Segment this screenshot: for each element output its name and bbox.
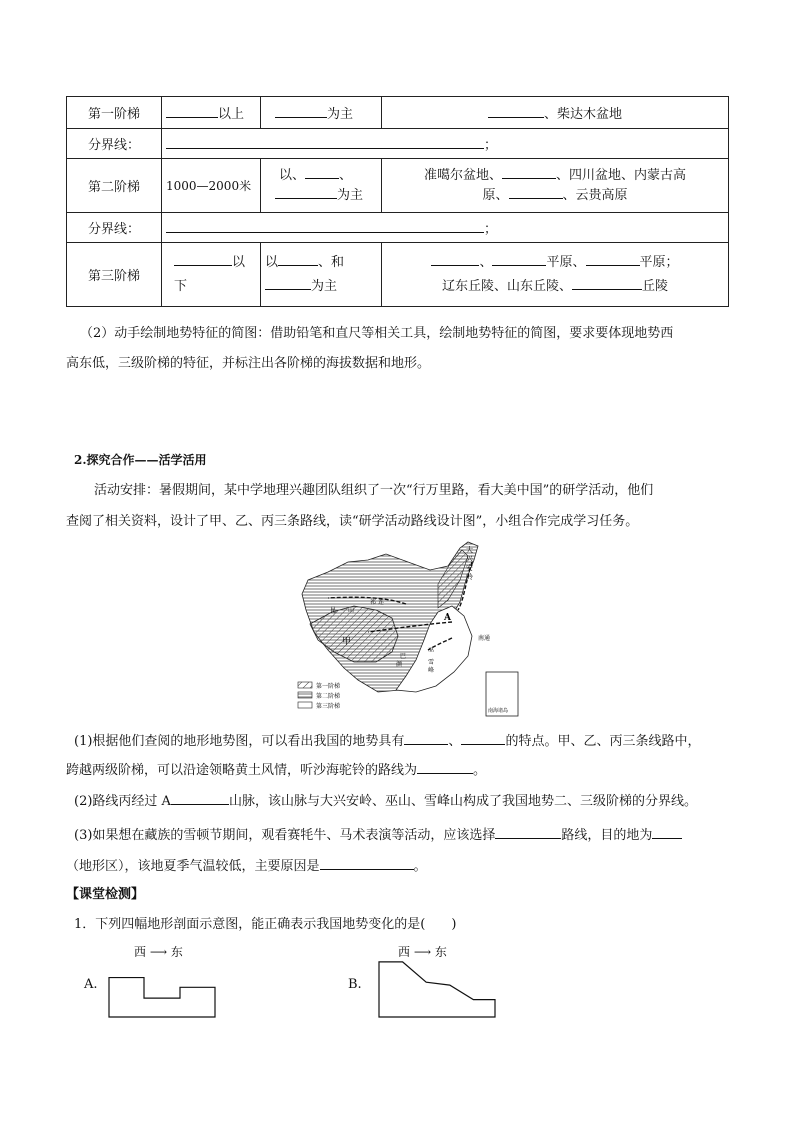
answer-blank[interactable]: [461, 732, 505, 745]
question1-line2: [66, 761, 486, 781]
map-label: 巴: [400, 653, 407, 660]
option-a-label[interactable]: A.: [84, 977, 98, 992]
question3-line1: [74, 826, 682, 846]
q-text: 。: [413, 859, 427, 874]
option-a-direction: [134, 942, 183, 962]
map-label: 雪: [428, 659, 435, 666]
table-row: [67, 213, 729, 243]
step3-altitude-cell: [162, 243, 261, 307]
cell-text: 以: [232, 254, 246, 270]
answer-blank[interactable]: [404, 732, 448, 745]
legend-label: 第一阶梯: [316, 683, 341, 690]
boundary-label: 分界线：: [67, 213, 162, 243]
q-text: 的特点。甲、乙、丙三条线路中，: [505, 734, 701, 749]
answer-blank[interactable]: [174, 253, 232, 266]
answer-blank[interactable]: [275, 105, 327, 118]
table-row: [67, 129, 729, 159]
cell-text: 、柴达木盆地: [543, 107, 622, 122]
map-label-A: A: [444, 613, 451, 623]
cell-text: 、云贵高原: [562, 187, 628, 203]
cell-text: 原、: [482, 187, 509, 203]
step2-altitude: 1000—2000米: [162, 159, 261, 213]
cell-text: ；: [484, 138, 498, 153]
map-label: 昆: [330, 607, 337, 614]
answer-blank[interactable]: [265, 277, 311, 290]
profile-line: [109, 978, 215, 1017]
activity-line2: 查阅了相关资料，设计了甲、乙、丙三条路线，读“研学活动路线设计图”，小组合作完成学习任务。: [66, 514, 639, 529]
route-map-figure: [288, 540, 526, 720]
answer-blank[interactable]: [166, 105, 218, 118]
cell-text: 下: [174, 278, 188, 294]
q-text: 山脉，该山脉与大兴安岭、巫山、雪峰山构成了我国地势二、三级阶梯的分界线。: [228, 794, 697, 809]
answer-blank[interactable]: [572, 277, 642, 290]
cell-text: 为主: [337, 187, 364, 203]
step2-landform-cell: [261, 159, 382, 213]
q-text: (3)如果想在藏族的雪顿节期间，观看赛牦牛、马术表演等活动，应该选择: [74, 828, 496, 843]
map-label: 山: [348, 607, 355, 614]
cell-text: 为主: [311, 278, 338, 294]
cell-text: 、: [479, 254, 493, 270]
map-label: 连: [378, 599, 385, 606]
boundary-cell: [162, 213, 729, 243]
answer-blank[interactable]: [495, 826, 561, 839]
west-label: 西: [398, 945, 411, 959]
cell-text: 平原、: [546, 254, 586, 270]
q-text: 跨越两级阶梯，可以沿途领略黄土风情，听沙海驼铃的路线为: [66, 763, 418, 778]
option-a-profile: [108, 962, 216, 1018]
cell-text: 为主: [327, 107, 354, 122]
q-text: 路线，目的地为: [561, 828, 653, 843]
answer-blank[interactable]: [417, 761, 473, 774]
cell-text: 以上: [218, 107, 245, 122]
answer-blank[interactable]: [652, 826, 682, 839]
map-label-jia: 甲: [342, 637, 352, 647]
task2-line2: 高东低，三级阶梯的特征，并标注出各阶梯的海拔数据和地形。: [66, 356, 431, 371]
step3-regions-cell: [382, 243, 729, 307]
answer-blank[interactable]: [502, 166, 556, 179]
answer-blank[interactable]: [305, 166, 339, 179]
arrow-right-icon: ⟶: [149, 945, 168, 959]
legend-label: 第二阶梯: [316, 693, 341, 700]
legend-swatch-step1: [298, 682, 312, 688]
east-label: 东: [434, 945, 447, 959]
answer-blank[interactable]: [166, 136, 484, 149]
map-label: 兴: [466, 555, 473, 563]
cell-text: 平原；: [639, 254, 679, 270]
answer-blank[interactable]: [320, 857, 414, 870]
question2: [74, 792, 697, 812]
arrow-right-icon: ⟶: [413, 945, 432, 959]
legend-swatch-step2: [298, 692, 312, 698]
map-label: 安: [466, 564, 473, 572]
step2-label: 第二阶梯: [67, 159, 162, 213]
answer-blank[interactable]: [166, 220, 484, 233]
map-label: 大: [466, 546, 473, 554]
map-label: 巫: [428, 647, 435, 654]
q-text: (2)路线丙经过 A: [74, 794, 171, 809]
answer-blank[interactable]: [509, 186, 563, 199]
cell-text: 辽东丘陵、山东丘陵、: [441, 278, 572, 294]
table-row: [67, 159, 729, 213]
answer-blank[interactable]: [492, 253, 546, 266]
cell-text: 、和: [318, 254, 345, 270]
q-text: （地形区），该地夏季气温较低，主要原因是: [66, 859, 320, 874]
cell-text: 以、: [279, 167, 306, 183]
q-text: (1)根据他们查阅的地形地势图，可以看出我国的地势具有: [74, 734, 405, 749]
cell-text: 以: [265, 254, 279, 270]
boundary-cell: [162, 129, 729, 159]
step3-label: 第三阶梯: [67, 243, 162, 307]
terrain-steps-table: [66, 96, 729, 307]
question1-line1: [74, 732, 700, 752]
answer-blank[interactable]: [275, 186, 337, 199]
answer-blank[interactable]: [171, 792, 229, 805]
answer-blank[interactable]: [431, 253, 479, 266]
profile-line: [379, 962, 495, 1017]
cell-text: ；: [484, 222, 498, 237]
cell-text: 准噶尔盆地、: [423, 167, 502, 183]
q-text: 、: [448, 734, 462, 749]
map-label: 峰: [428, 667, 435, 674]
question3-line2: [66, 857, 427, 877]
boundary-label: 分界线：: [67, 129, 162, 159]
answer-blank[interactable]: [278, 253, 318, 266]
task2-line1: （2）动手绘制地势特征的简图：借助铅笔和直尺等相关工具，绘制地势特征的简图，要求要体现地势西: [80, 326, 674, 341]
step1-label: 第一阶梯: [67, 97, 162, 129]
mc-question: 1．下列四幅地形剖面示意图，能正确表示我国地势变化的是( ): [74, 917, 457, 932]
step1-regions-cell: [382, 97, 729, 129]
table-row: [67, 243, 729, 307]
step1-landform-cell: [261, 97, 382, 129]
option-b-profile: [378, 958, 496, 1018]
map-label: 祁: [370, 599, 377, 606]
section2-heading: 2.探究合作——活学活用: [74, 453, 207, 467]
cell-text: 、四川盆地、内蒙古高: [556, 167, 687, 183]
map-label: 岭: [466, 573, 473, 581]
west-label: 西: [134, 945, 147, 959]
map-label-nantong: 南通: [478, 635, 491, 642]
answer-blank[interactable]: [488, 105, 544, 118]
answer-blank[interactable]: [586, 253, 640, 266]
option-b-label[interactable]: B.: [348, 977, 362, 992]
class-check-heading: 【课堂检测】: [66, 887, 145, 902]
map-label: 颜: [396, 661, 403, 668]
step3-landform-cell: [261, 243, 382, 307]
legend-swatch-step3: [298, 702, 312, 708]
east-label: 东: [170, 945, 183, 959]
cell-text: 、: [339, 167, 353, 183]
activity-line1: 活动安排：暑假期间，某中学地理兴趣团队组织了一次“行万里路，看大美中国”的研学活动，他们: [94, 483, 654, 498]
cell-text: 丘陵: [642, 278, 669, 294]
step2-regions-cell: [382, 159, 729, 213]
q-text: 。: [473, 763, 487, 778]
legend-label: 第三阶梯: [316, 703, 341, 710]
step1-altitude-cell: [162, 97, 261, 129]
table-row: [67, 97, 729, 129]
inset-label: 南海诸岛: [488, 708, 509, 714]
